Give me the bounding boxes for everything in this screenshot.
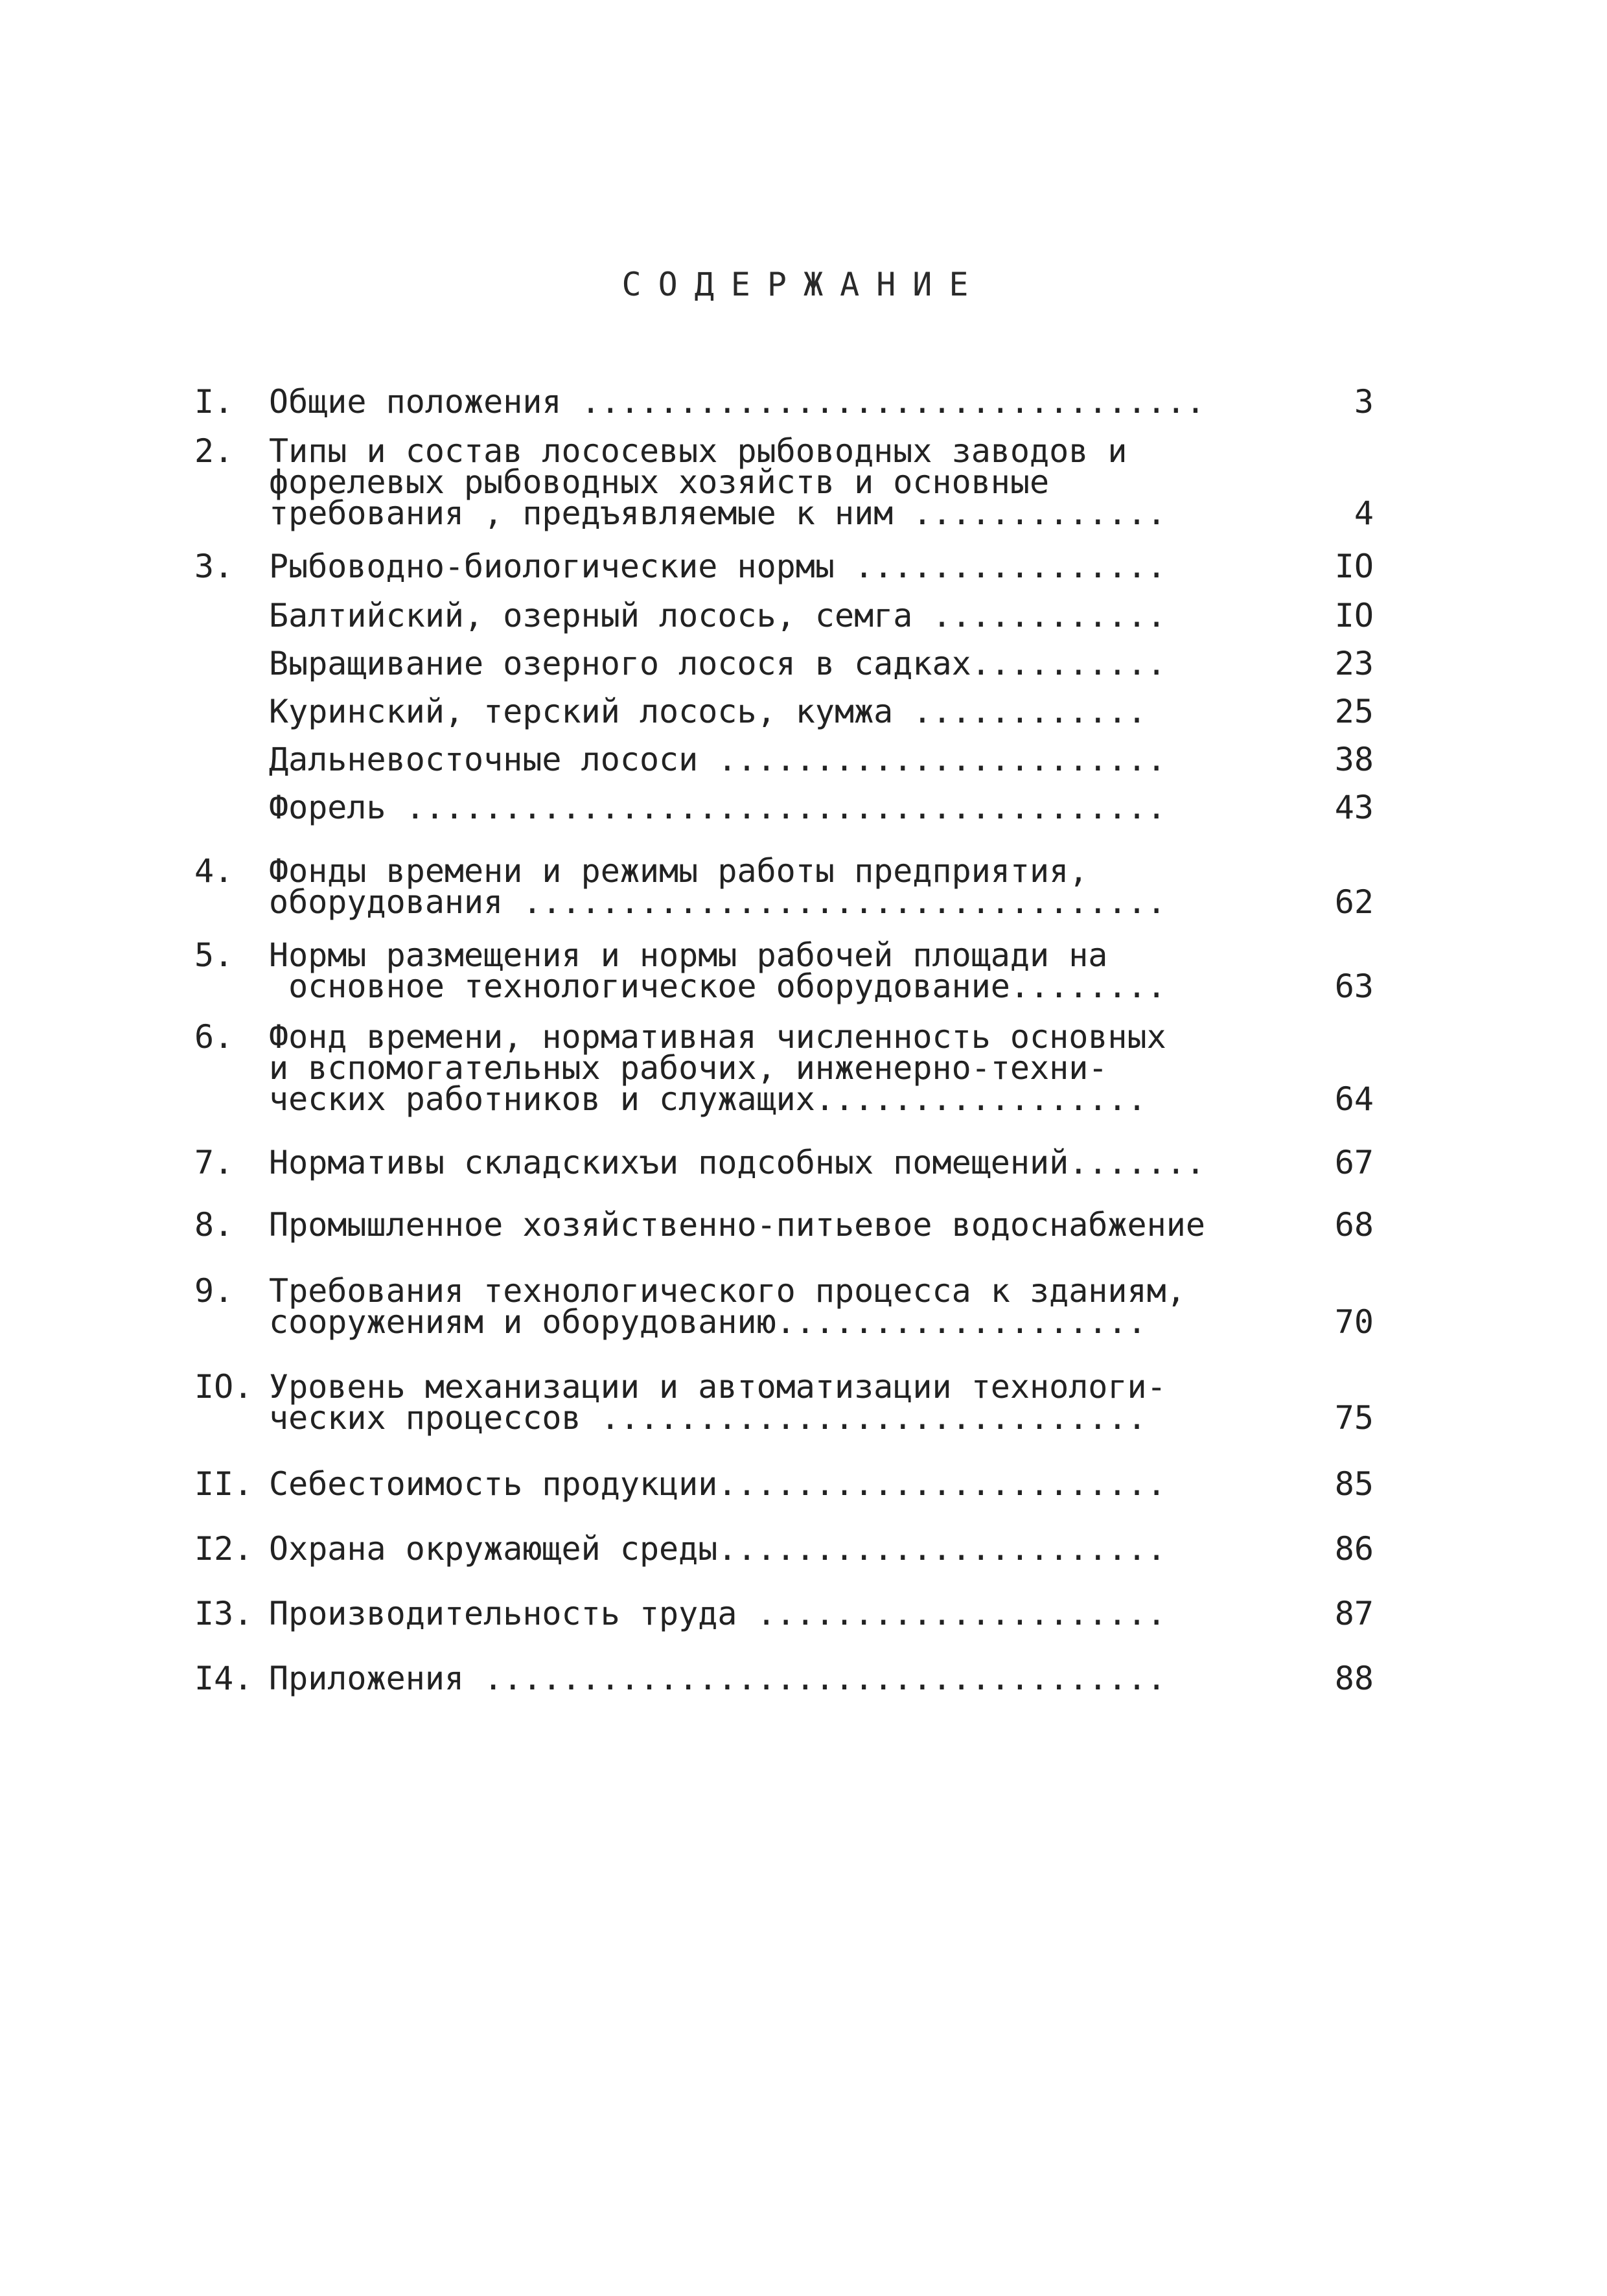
toc-entry-title: Фонд времени, нормативная численность основных (269, 1018, 1166, 1056)
toc-entry-title: Нормативы складскихъи подсобных помещений....... (269, 1144, 1205, 1181)
toc-entry-page: 63 (1334, 968, 1374, 1005)
toc-entry-page: 88 (1334, 1660, 1374, 1697)
toc-entry-title: Приложения ................................... (269, 1660, 1166, 1697)
toc-entry-number: 9. (194, 1272, 234, 1310)
toc-entry-title: Общие положения ................................ (269, 383, 1205, 421)
toc-entry-title: Охрана окружающей среды....................... (269, 1530, 1166, 1568)
toc-entry-title: Фонды времени и режимы работы предприятия, (269, 852, 1089, 890)
toc-entry-title: Выращивание озерного лосося в садках.......... (269, 645, 1166, 682)
toc-entry-number: IO. (194, 1368, 253, 1406)
toc-entry-number: 6. (194, 1018, 234, 1056)
toc-entry-title: Типы и состав лососевых рыбоводных заводов и (269, 432, 1127, 470)
toc-entry-number: I2. (194, 1530, 253, 1568)
toc-entry-title: и вспомогательных рабочих, инженерно-техни- (269, 1049, 1108, 1087)
toc-entry-page: 70 (1334, 1303, 1374, 1341)
toc-entry-number: I4. (194, 1660, 253, 1697)
toc-entry-page: IO (1334, 548, 1374, 585)
toc-entry-number: 4. (194, 852, 234, 890)
toc-entry-page: 75 (1334, 1399, 1374, 1437)
toc-entry-title: Рыбоводно-биологические нормы ................ (269, 548, 1166, 585)
toc-entry-number: I3. (194, 1595, 253, 1632)
page-title: СОДЕРЖАНИЕ (621, 266, 986, 303)
toc-entry-page: 3 (1354, 383, 1374, 421)
toc-entry-title: Требования технологического процесса к зданиям, (269, 1272, 1186, 1310)
toc-entry-number: 2. (194, 432, 234, 470)
toc-entry-page: 67 (1334, 1144, 1374, 1181)
toc-entry-page: 23 (1334, 645, 1374, 682)
toc-entry-title: ческих работников и служащих................. (269, 1080, 1147, 1118)
toc-entry-page: 86 (1334, 1530, 1374, 1568)
toc-entry-title: Промышленное хозяйственно-питьевое водоснабжение (269, 1206, 1205, 1244)
toc-entry-title: Себестоимость продукции....................... (269, 1465, 1166, 1503)
toc-entry-page: 25 (1334, 693, 1374, 730)
toc-entry-page: 87 (1334, 1595, 1374, 1632)
toc-entry-page: 62 (1334, 883, 1374, 921)
toc-entry-title: ческих процессов ............................ (269, 1399, 1147, 1437)
toc-entry-title: сооружениям и оборудованию................... (269, 1303, 1147, 1341)
toc-entry-title: основное технологическое оборудование........ (269, 968, 1166, 1005)
toc-entry-title: Куринский, терский лосось, кумжа ............ (269, 693, 1147, 730)
toc-entry-page: 68 (1334, 1206, 1374, 1244)
toc-entry-page: 85 (1334, 1465, 1374, 1503)
toc-entry-title: Производительность труда ..................... (269, 1595, 1166, 1632)
toc-entry-number: 5. (194, 936, 234, 974)
toc-entry-page: 64 (1334, 1080, 1374, 1118)
toc-entry-page: 38 (1334, 741, 1374, 778)
toc-entry-page: 4 (1354, 494, 1374, 532)
toc-entry-title: Форель ....................................... (269, 789, 1166, 826)
toc-entry-title: Нормы размещения и нормы рабочей площади на (269, 936, 1108, 974)
toc-entry-title: оборудования ................................. (269, 883, 1166, 921)
toc-entry-page: 43 (1334, 789, 1374, 826)
toc-entry-page: IO (1334, 597, 1374, 634)
toc-entry-number: 7. (194, 1144, 234, 1181)
toc-entry-title: Уровень механизации и автоматизации технологи- (269, 1368, 1166, 1406)
toc-entry-number: 8. (194, 1206, 234, 1244)
toc-entry-number: 3. (194, 548, 234, 585)
toc-entry-number: I. (194, 383, 234, 421)
toc-entry-title: форелевых рыбоводных хозяйств и основные (269, 463, 1050, 501)
toc-entry-title: требования , предъявляемые к ним ............. (269, 494, 1166, 532)
toc-entry-number: II. (194, 1465, 253, 1503)
toc-entry-title: Балтийский, озерный лосось, семга ............ (269, 597, 1166, 634)
toc-entry-title: Дальневосточные лососи ....................... (269, 741, 1166, 778)
